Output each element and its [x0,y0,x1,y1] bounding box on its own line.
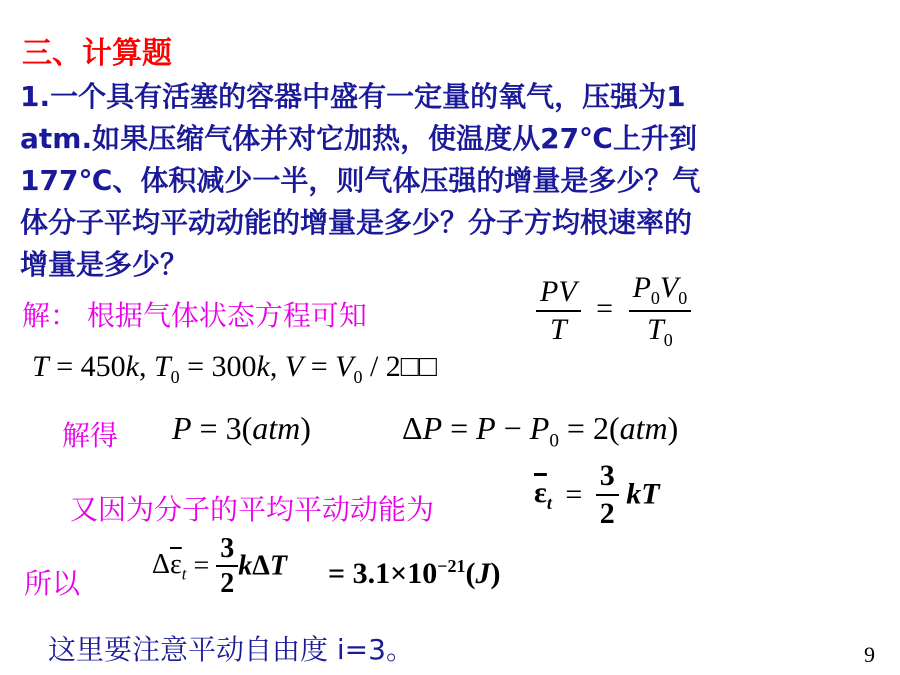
problem-line-2: atm.如果压缩气体并对它加热，使温度从27℃上升到 [20,122,697,155]
result-pressure: P = 3(atm) [172,410,311,446]
so-label: 所以 [24,567,81,600]
state-eq-rhs-den: $T_0$ [647,312,673,350]
delta-eq-fraction: $\frac{3}{2}$ [216,534,238,599]
state-eq-lhs-num: PV [536,276,581,312]
state-eq-equals: = [596,291,614,325]
state-eq-rhs-num: $P_0V_0$ [629,272,692,312]
problem-line-5: 增量是多少？ [20,248,189,281]
delta-energy-equation: $\Delta\overline{\varepsilon}_t$ = $\frac{3}{2}$ kΔT [152,533,287,600]
energy-equation [534,460,660,529]
degrees-of-freedom-note: 这里要注意平动自由度 i=3。 [48,633,414,666]
state-equation [536,272,691,350]
problem-line-1: 1.一个具有活塞的容器中盛有一定量的氧气，压强为1 [20,80,686,113]
energy-eq-kt: kT [626,477,660,511]
energy-eq-epsilon: $\overline{\varepsilon}_t$ [534,475,552,513]
problem-line-4: 体分子平均平动动能的增量是多少？分子方均根速率的 [20,206,693,239]
delta-eq-kdt: kΔT [238,550,287,582]
page-number: 9 [864,642,875,667]
state-eq-lhs-den: T [549,312,567,346]
solution-intro-label: 解： 根据气体状态方程可知 [22,299,367,332]
energy-eq-fraction: $\frac{3}{2}$ [596,460,619,529]
energy-eq-equals: = [565,477,583,511]
result-pressure-increase: $\Delta P = P - P_0 = 2(atm)$ [402,410,679,452]
section-heading: 三、计算题 [22,36,172,71]
delta-eq-lhs: $\Delta\overline{\varepsilon}_t$ [152,548,187,584]
result-label: 解得 [62,419,119,452]
problem-line-3: 177℃、体积减少一半，则气体压强的增量是多少？气 [20,164,701,197]
energy-label: 又因为分子的平均平动动能为 [70,493,435,526]
state-eq-rhs-fraction [629,272,692,350]
given-values: T = 450k, $T_0 = 300k$, $V = V_0$ / 2□□ [32,350,438,387]
state-eq-lhs-fraction [536,276,581,345]
problem-statement [20,76,888,286]
delta-energy-value: = $3.1\times 10^{-21}(J)$ [328,556,501,590]
